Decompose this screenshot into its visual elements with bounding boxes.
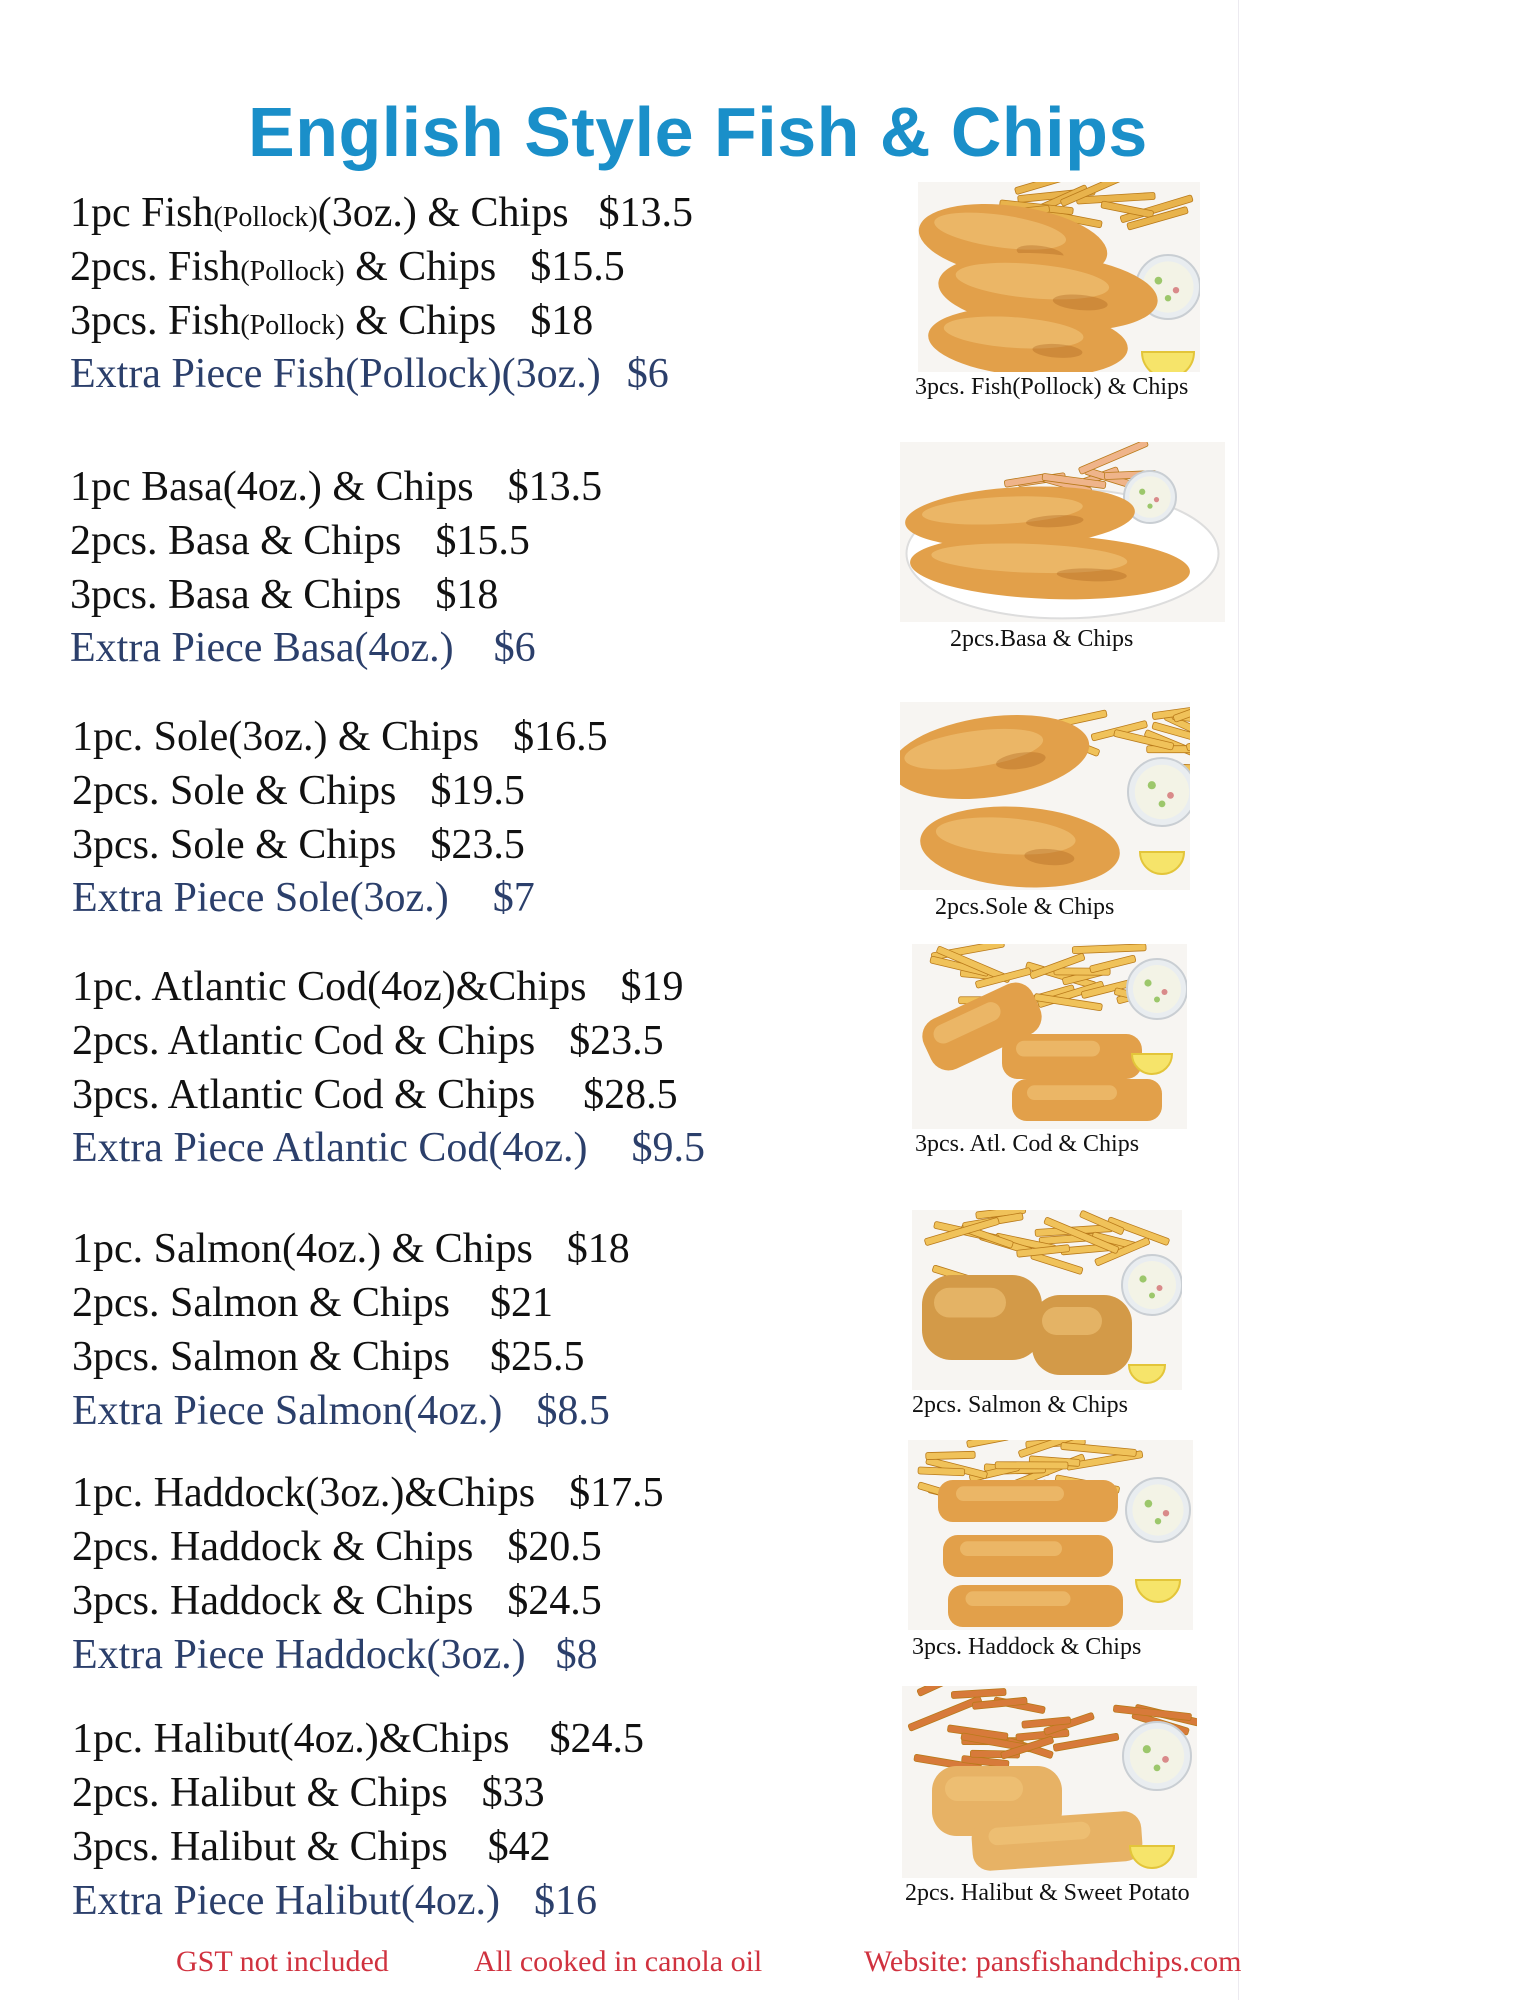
dish-photo-caption: 2pcs.Basa & Chips	[950, 626, 1134, 652]
menu-item-name-part: 3pcs. Sole & Chips	[72, 822, 397, 868]
menu-item	[72, 1876, 597, 1926]
menu-item-name-part: Extra Piece Atlantic Cod(4oz.)	[72, 1125, 588, 1171]
dish-photo	[902, 1686, 1197, 1878]
menu-item-name-part: 3pcs. Salmon & Chips	[72, 1334, 451, 1380]
menu-item	[72, 766, 525, 816]
menu-item-price: $8.5	[536, 1388, 610, 1434]
dish-photo	[912, 944, 1187, 1129]
menu-item	[72, 1016, 664, 1066]
menu-item	[70, 349, 669, 399]
menu-item	[72, 1224, 630, 1274]
menu-item-name-part: & Chips	[344, 298, 497, 344]
menu-item-name-part: 3pcs. Halibut & Chips	[72, 1824, 448, 1870]
menu-item-name-part: Extra Piece Haddock(3oz.)	[72, 1632, 526, 1678]
footer-oil-note: All cooked in canola oil	[474, 1945, 763, 1978]
menu-item-name-part: 2pcs. Haddock & Chips	[72, 1524, 474, 1570]
menu-item-price: $16	[534, 1878, 597, 1924]
menu-item	[72, 1386, 610, 1436]
menu-item-name-part: 2pcs. Halibut & Chips	[72, 1770, 448, 1816]
menu-title: English Style Fish & Chips	[248, 93, 1148, 171]
menu-item	[70, 188, 693, 243]
dish-photo-caption: 2pcs. Salmon & Chips	[912, 1392, 1129, 1418]
menu-item-name-part: 2pcs. Basa & Chips	[70, 518, 402, 564]
menu-item-name-part: 1pc. Halibut(4oz.)&Chips	[72, 1716, 510, 1762]
menu-item-name-part: Extra Piece Basa(4oz.)	[70, 625, 454, 671]
menu-item-price: $19.5	[430, 768, 525, 814]
dish-photo	[900, 702, 1190, 890]
dish-photo-caption: 3pcs. Atl. Cod & Chips	[915, 1131, 1140, 1157]
dish-photo	[900, 442, 1225, 622]
menu-item-price: $9.5	[631, 1125, 706, 1171]
dish-photo	[918, 182, 1200, 372]
menu-item-price: $16.5	[513, 714, 608, 760]
menu-item-name-part: 1pc. Haddock(3oz.)&Chips	[72, 1470, 536, 1516]
menu-item-price: $42	[487, 1824, 551, 1870]
menu-item-name-part: (Pollock)	[240, 310, 345, 341]
menu-item-name-part: 3pcs. Atlantic Cod & Chips	[72, 1072, 536, 1118]
dish-photo	[912, 1210, 1182, 1390]
menu-item	[70, 623, 536, 673]
menu-item-price: $28.5	[583, 1072, 678, 1118]
menu-item-name-part: Extra Piece Fish(Pollock)(3oz.)	[70, 351, 601, 397]
menu-item-price: $6	[493, 625, 536, 671]
menu-item-name-part: 3pcs. Haddock & Chips	[72, 1578, 474, 1624]
menu-item-name-part: & Chips	[344, 244, 497, 290]
menu-item	[70, 462, 602, 512]
menu-item-price: $33	[481, 1770, 545, 1816]
scan-edge-line	[1238, 0, 1239, 2000]
menu-item-name-part: 3pcs. Fish	[70, 298, 241, 344]
dish-photo-caption: 3pcs. Haddock & Chips	[912, 1634, 1142, 1660]
menu-item-price: $6	[626, 351, 669, 397]
menu-item-name-part: 2pcs. Fish	[70, 244, 241, 290]
menu-item	[70, 570, 498, 620]
menu-item-price: $24.5	[507, 1578, 602, 1624]
menu-item-price: $15.5	[530, 244, 625, 290]
menu-item-price: $20.5	[507, 1524, 602, 1570]
menu-item	[72, 1576, 602, 1626]
menu-item-name-part: Extra Piece Halibut(4oz.)	[72, 1878, 500, 1924]
menu-item	[72, 962, 683, 1012]
menu-item-price: $19	[620, 964, 684, 1010]
footer-website[interactable]: Website: pansfishandchips.com	[864, 1945, 1242, 1978]
menu-item-price: $8	[555, 1632, 598, 1678]
menu-item-price: $15.5	[435, 518, 530, 564]
dish-photo	[908, 1440, 1193, 1630]
menu-item-price: $17.5	[569, 1470, 664, 1516]
menu-item-name-part: (3oz.) & Chips	[317, 190, 569, 236]
menu-item-price: $23.5	[430, 822, 525, 868]
menu-item	[72, 1278, 553, 1328]
menu-item-name-part: 1pc Fish	[70, 190, 214, 236]
menu-item-price: $13.5	[598, 190, 694, 236]
menu-item	[72, 1630, 598, 1680]
dish-photo-caption: 3pcs. Fish(Pollock) & Chips	[915, 374, 1189, 400]
menu-item	[70, 516, 530, 566]
dish-photo-caption: 2pcs. Halibut & Sweet Potato	[905, 1880, 1190, 1906]
menu-item-name-part: Extra Piece Sole(3oz.)	[72, 875, 449, 921]
menu-item	[72, 873, 535, 923]
menu-item-price: $7	[492, 875, 535, 921]
menu-item-price: $18	[530, 298, 594, 344]
menu-item-name-part: Extra Piece Salmon(4oz.)	[72, 1388, 503, 1434]
menu-item-name-part: 2pcs. Sole & Chips	[72, 768, 397, 814]
menu-item-name-part: 1pc. Sole(3oz.) & Chips	[72, 714, 480, 760]
menu-item	[72, 1822, 551, 1872]
menu-item	[72, 1332, 585, 1382]
footer-gst-note: GST not included	[176, 1945, 389, 1978]
menu-item-name-part: 2pcs. Salmon & Chips	[72, 1280, 451, 1326]
menu-item	[72, 1768, 545, 1818]
dish-photo-caption: 2pcs.Sole & Chips	[935, 894, 1115, 920]
menu-item-name-part: 3pcs. Basa & Chips	[70, 572, 402, 618]
menu-item-price: $25.5	[490, 1334, 585, 1380]
menu-item-name-part: 1pc. Salmon(4oz.) & Chips	[72, 1226, 533, 1272]
menu-item-name-part: (Pollock)	[213, 202, 318, 233]
menu-item	[72, 1714, 644, 1764]
menu-item	[72, 1468, 664, 1518]
menu-item-name-part: 2pcs. Atlantic Cod & Chips	[72, 1018, 536, 1064]
menu-item-price: $24.5	[549, 1716, 644, 1762]
menu-item	[70, 242, 625, 297]
menu-item-name-part: (Pollock)	[240, 256, 345, 287]
menu-item	[72, 712, 608, 762]
menu-item	[70, 296, 593, 351]
menu-item-price: $18	[566, 1226, 630, 1272]
menu-item	[72, 820, 525, 870]
menu-item	[72, 1123, 705, 1173]
menu-item-price: $18	[435, 572, 499, 618]
menu-item-name-part: 1pc Basa(4oz.) & Chips	[70, 464, 474, 510]
menu-item-name-part: 1pc. Atlantic Cod(4oz)&Chips	[72, 964, 587, 1010]
menu-item-price: $21	[490, 1280, 554, 1326]
menu-item-price: $23.5	[569, 1018, 664, 1064]
menu-item	[72, 1070, 678, 1120]
menu-item-price: $13.5	[507, 464, 603, 510]
menu-item	[72, 1522, 602, 1572]
